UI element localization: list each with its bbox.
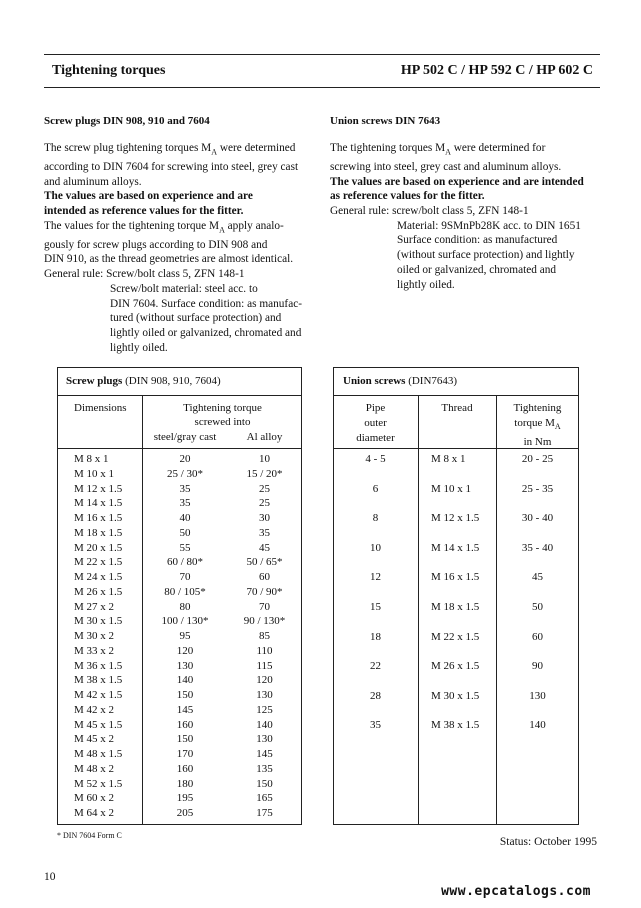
table-cell-al-torque: 25 — [259, 497, 270, 510]
table-cell-dimension: M 22 x 1.5 — [74, 556, 123, 569]
model-title: HP 502 C / HP 592 C / HP 602 C — [400, 63, 593, 78]
table-cell-pipe-diameter: 10 — [370, 541, 381, 554]
col-header-al: Al alloy — [246, 431, 283, 443]
table-cell-dimension: M 52 x 1.5 — [74, 777, 123, 790]
table-cell-dimension: M 38 x 1.5 — [74, 674, 123, 687]
table-cell-thread: M 10 x 1 — [431, 482, 472, 495]
col-header-tightening-torque: Tightening torque — [183, 402, 262, 414]
table-cell-dimension: M 33 x 2 — [74, 644, 115, 657]
torque-column — [496, 452, 579, 748]
table-cell-thread: M 38 x 1.5 — [431, 719, 480, 732]
table-cell-dimension: M 45 x 1.5 — [74, 718, 123, 731]
table-cell-al-torque: 115 — [256, 659, 273, 672]
status-text: Status: October 1995 — [499, 836, 597, 848]
union-screws-table-title: Union screws (DIN7643) — [343, 375, 458, 387]
table-cell-steel-torque: 40 — [179, 512, 191, 524]
left-section-body: The screw plug tightening torques $M_A$ were determined according to DIN 7604 for screwing into steel, grey cast and aluminum alloys. The values are based on experience and are intended as reference values for the fitter. The values for the tightening torque $M_A$ apply analo- gously for screw plugs according to DIN 908 and DIN 910, as the thread geometries are almost identical. General rule: Screw/bolt class 5, ZFN 148-1 Screw/bolt material: steel acc. to DIN 7604. Surface condition: as manufac- tured (without surface protection) and lightly oiled or galvanized, chromated and lightly oiled. — [44, 142, 302, 354]
table-cell-torque: 30 - 40 — [521, 512, 554, 525]
header-rule-top — [44, 54, 600, 55]
table-cell-dimension: M 12 x 1.5 — [74, 482, 123, 495]
col-header-dimensions: Dimensions — [74, 402, 127, 414]
table-cell-steel-torque: 35 — [179, 497, 191, 510]
table-cell-al-torque: 85 — [259, 630, 270, 642]
table-cell-torque: 50 — [532, 600, 543, 613]
table-cell-steel-torque: 70 — [179, 571, 191, 583]
table-cell-torque: 25 - 35 — [521, 482, 554, 495]
table-cell-al-torque: 45 — [259, 541, 270, 554]
table-divider — [57, 395, 302, 396]
table-cell-al-torque: 150 — [256, 777, 273, 790]
table-cell-pipe-diameter: 8 — [372, 512, 379, 525]
table-cell-steel-torque: 35 — [179, 482, 191, 495]
table-cell-steel-torque: 140 — [176, 674, 194, 687]
table-cell-al-torque: 60 — [259, 571, 270, 583]
left-section-title: Screw plugs DIN 908, 910 and 7604 — [44, 115, 210, 127]
table-cell-steel-torque: 50 — [179, 526, 191, 539]
header-rule-bottom — [44, 87, 600, 88]
table-cell-dimension: M 8 x 1 — [74, 453, 109, 465]
table-cell-torque: 35 - 40 — [521, 541, 554, 554]
table-divider — [57, 448, 302, 449]
table-cell-pipe-diameter: 4 - 5 — [365, 453, 386, 465]
table-cell-pipe-diameter: 28 — [370, 689, 381, 702]
steel-column — [143, 452, 227, 821]
table-cell-dimension: M 27 x 2 — [74, 600, 115, 613]
col-header-pipe: Pipe outer diameter — [356, 402, 395, 444]
table-cell-dimension: M 48 x 1.5 — [74, 748, 123, 760]
col-header-steel: steel/gray cast — [153, 431, 217, 443]
table-cell-dimension: M 64 x 2 — [74, 807, 115, 819]
table-cell-steel-torque: 100 / 130* — [161, 615, 209, 628]
table-cell-dimension: M 26 x 1.5 — [74, 585, 123, 598]
table-cell-steel-torque: 150 — [176, 733, 194, 746]
table-cell-al-torque: 140 — [256, 718, 273, 731]
table-cell-torque: 90 — [532, 660, 543, 673]
table-cell-thread: M 26 x 1.5 — [431, 660, 480, 673]
screw-plugs-table-title: Screw plugs (DIN 908, 910, 7604) — [66, 375, 221, 387]
table-cell-dimension: M 30 x 2 — [74, 630, 115, 642]
table-cell-al-torque: 120 — [256, 674, 273, 687]
table-cell-steel-torque: 145 — [176, 703, 194, 716]
table-cell-pipe-diameter: 6 — [372, 482, 379, 495]
table-cell-dimension: M 20 x 1.5 — [74, 541, 123, 554]
table-cell-al-torque: 110 — [256, 644, 273, 657]
table-cell-al-torque: 165 — [256, 792, 273, 805]
table-cell-al-torque: 145 — [256, 748, 273, 760]
table-cell-thread: M 18 x 1.5 — [431, 600, 480, 613]
table-cell-steel-torque: 120 — [176, 644, 194, 657]
table-cell-pipe-diameter: 12 — [370, 571, 381, 584]
col-header-thread: Thread — [441, 402, 473, 414]
table-cell-steel-torque: 80 / 105* — [164, 585, 206, 598]
table-cell-steel-torque: 20 — [179, 453, 191, 465]
table-cell-al-torque: 10 — [259, 453, 270, 465]
table-cell-dimension: M 16 x 1.5 — [74, 512, 123, 524]
table-cell-dimension: M 24 x 1.5 — [74, 571, 123, 583]
table-cell-torque: 20 - 25 — [521, 453, 554, 465]
table-cell-steel-torque: 55 — [179, 541, 191, 554]
table-cell-torque: 60 — [532, 630, 543, 643]
table-cell-al-torque: 35 — [259, 526, 270, 539]
table-cell-al-torque: 125 — [256, 703, 273, 716]
table-cell-al-torque: 30 — [259, 512, 270, 524]
table-cell-al-torque: 70 / 90* — [246, 585, 283, 598]
right-section-body: The tightening torques $M_A$ were determined for screwing into steel, grey cast and aluminum alloys. The values are based on experience and are intended as reference values for the fitter. General rule: screw/bolt class 5, ZFN 148-1 Material: 9SMnPb28K acc. to DIN 1651 Surface condition: as manufactured (without surface protection) and lightly oiled or galvanized, chromated and lightly oiled. — [330, 142, 584, 291]
table-cell-torque: 45 — [532, 571, 543, 584]
page-title: Tightening torques — [52, 63, 166, 78]
table-cell-pipe-diameter: 35 — [370, 719, 381, 732]
table-cell-steel-torque: 160 — [176, 718, 194, 731]
table-divider — [333, 395, 579, 396]
table-cell-dimension: M 10 x 1 — [74, 467, 115, 480]
page-number: 10 — [44, 871, 56, 883]
table-cell-dimension: M 42 x 2 — [74, 703, 115, 716]
table-cell-steel-torque: 95 — [179, 630, 191, 642]
dimensions-column — [74, 452, 122, 821]
table-cell-steel-torque: 205 — [176, 807, 194, 819]
table-cell-steel-torque: 195 — [176, 792, 194, 805]
table-cell-dimension: M 18 x 1.5 — [74, 526, 123, 539]
table-cell-steel-torque: 170 — [176, 748, 194, 760]
table-cell-steel-torque: 150 — [176, 689, 194, 701]
table-cell-dimension: M 36 x 1.5 — [74, 659, 123, 672]
col-header-torque: Tightening torque $M_A$ in Nm — [513, 402, 562, 448]
table-divider — [418, 395, 419, 825]
table-cell-dimension: M 45 x 2 — [74, 733, 115, 746]
table-cell-thread: M 12 x 1.5 — [431, 512, 480, 525]
table-cell-al-torque: 135 — [256, 762, 273, 775]
table-cell-pipe-diameter: 18 — [370, 630, 381, 643]
table-cell-steel-torque: 80 — [179, 600, 191, 613]
table-cell-al-torque: 130 — [256, 689, 273, 701]
table-cell-al-torque: 15 / 20* — [246, 467, 283, 480]
table-cell-thread: M 22 x 1.5 — [431, 630, 480, 643]
right-section-title: Union screws DIN 7643 — [330, 115, 441, 127]
table-cell-al-torque: 70 — [259, 600, 270, 613]
table-cell-al-torque: 90 / 130* — [243, 615, 286, 628]
table-cell-dimension: M 30 x 1.5 — [74, 615, 123, 628]
table-cell-dimension: M 14 x 1.5 — [74, 497, 123, 510]
thread-column — [431, 452, 479, 748]
table-cell-dimension: M 48 x 2 — [74, 762, 115, 775]
table-cell-al-torque: 50 / 65* — [246, 556, 283, 569]
table-cell-al-torque: 175 — [256, 807, 273, 819]
table-cell-torque: 140 — [529, 719, 546, 732]
col-header-screwed-into: screwed into — [194, 416, 251, 428]
table-cell-dimension: M 60 x 2 — [74, 792, 115, 805]
table-cell-pipe-diameter: 15 — [370, 600, 381, 613]
table-cell-thread: M 30 x 1.5 — [431, 689, 480, 702]
pipe-column — [333, 452, 418, 748]
table-cell-thread: M 14 x 1.5 — [431, 541, 480, 554]
table-cell-steel-torque: 60 / 80* — [166, 556, 204, 569]
table-cell-al-torque: 130 — [256, 733, 273, 746]
table-cell-steel-torque: 180 — [176, 777, 194, 790]
table-cell-steel-torque: 160 — [176, 762, 194, 775]
watermark: www.epcatalogs.com — [441, 884, 591, 899]
table-cell-thread: M 8 x 1 — [431, 453, 466, 465]
table-cell-thread: M 16 x 1.5 — [431, 571, 480, 584]
table-cell-dimension: M 42 x 1.5 — [74, 689, 123, 701]
table-cell-steel-torque: 130 — [176, 659, 194, 672]
footnote: * DIN 7604 Form C — [57, 831, 122, 840]
table-cell-pipe-diameter: 22 — [370, 660, 381, 673]
table-cell-al-torque: 25 — [259, 482, 270, 495]
table-cell-torque: 130 — [529, 689, 546, 702]
al-alloy-column — [227, 452, 302, 821]
table-cell-steel-torque: 25 / 30* — [166, 467, 204, 480]
